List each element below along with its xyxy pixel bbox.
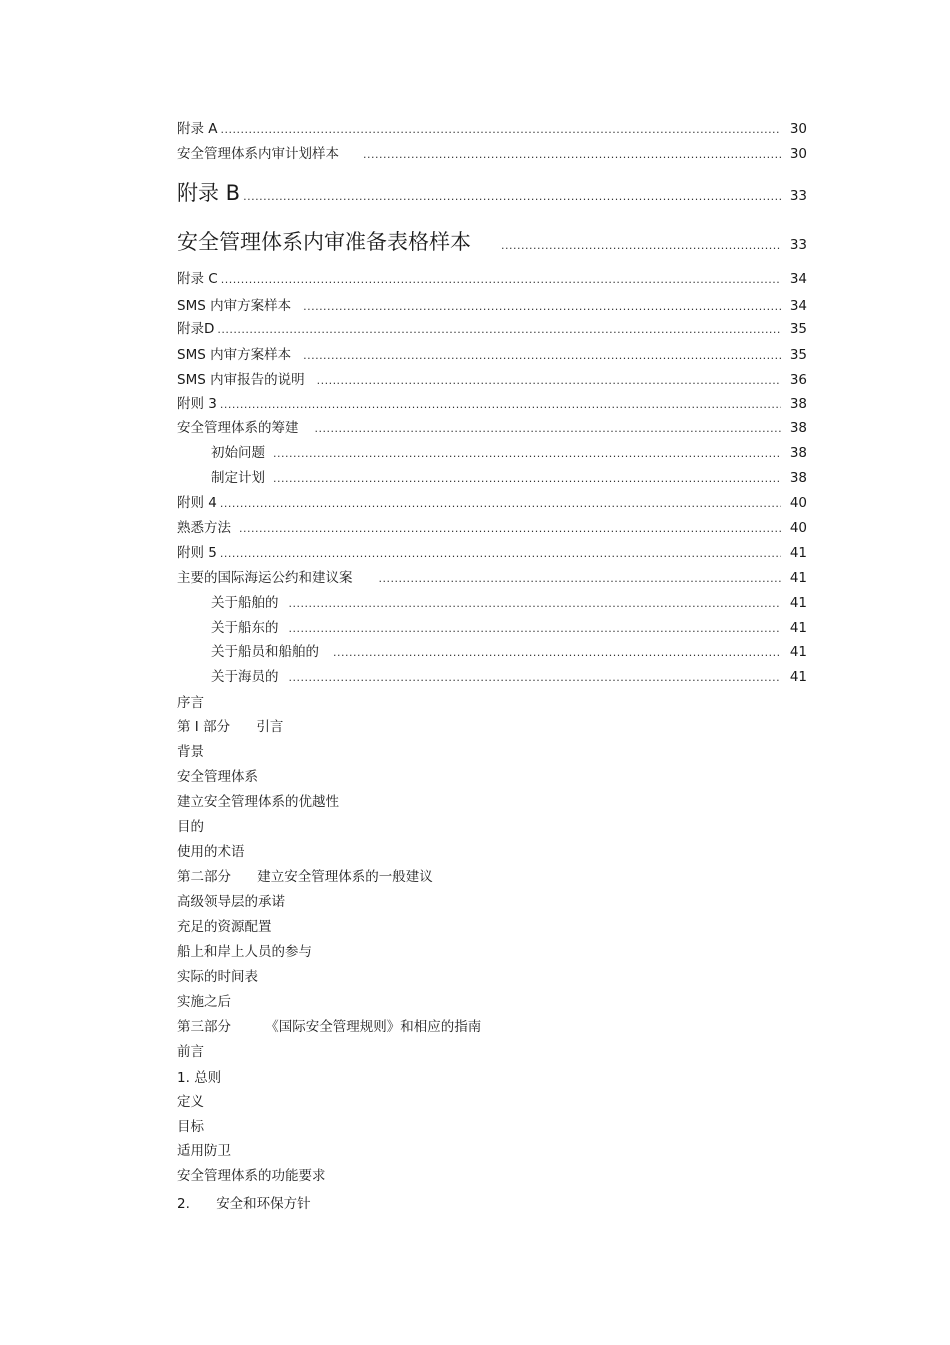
toc-entry[interactable]: [177, 270, 807, 289]
outline-text: 安全和环保方针: [216, 1196, 311, 1212]
dot-leader: [273, 470, 781, 488]
toc-entry-title: 关于船员和船舶的: [211, 644, 319, 660]
outline-text: 适用防卫: [177, 1143, 231, 1159]
toc-entry-title: SMS 内审方案样本: [177, 347, 292, 363]
toc-subentry[interactable]: [211, 619, 807, 638]
dot-leader: [220, 545, 781, 563]
toc-entry[interactable]: [177, 346, 807, 365]
toc-entry-title: 熟悉方法: [177, 520, 231, 536]
outline-prefix: 第 I 部分: [177, 719, 231, 735]
dot-leader: [217, 321, 781, 339]
toc-entry[interactable]: [177, 544, 807, 563]
toc-entry[interactable]: [177, 395, 807, 414]
outline-text: 实际的时间表: [177, 969, 258, 985]
dot-leader: [239, 520, 781, 538]
outline-line: [177, 843, 245, 861]
dot-leader: [363, 146, 781, 164]
toc-entry-title: 附录 C: [177, 271, 218, 287]
toc-entry-title: 安全管理体系内审准备表格样本: [177, 230, 471, 254]
toc-entry-page: 41: [789, 620, 807, 636]
outline-text: 总则: [194, 1070, 222, 1086]
toc-entry-page: 34: [789, 298, 807, 314]
toc-entry-title: 关于船东的: [211, 620, 279, 636]
outline-text: 目标: [177, 1119, 204, 1135]
toc-entry-page: 41: [789, 595, 807, 611]
outline-line: [177, 818, 204, 836]
outline-line: [177, 718, 283, 736]
outline-line: [177, 993, 231, 1011]
outline-text: 定义: [177, 1094, 204, 1110]
toc-entry-page: 38: [789, 420, 807, 436]
dot-leader: [289, 595, 782, 613]
toc-entry-title: 附则 5: [177, 545, 217, 561]
outline-line: [177, 694, 204, 712]
dot-leader: [333, 644, 781, 662]
dot-leader: [220, 396, 781, 414]
outline-text: 使用的术语: [177, 844, 245, 860]
toc-entry-title: 附录 B: [177, 181, 241, 205]
dot-leader: [243, 184, 781, 210]
toc-entry[interactable]: [177, 371, 807, 390]
outline-line: [177, 1142, 231, 1160]
outline-text: 引言: [256, 719, 284, 735]
toc-entry-title: 附录D: [177, 321, 215, 337]
outline-line: [177, 1069, 221, 1087]
toc-entry-page: 35: [789, 321, 807, 337]
outline-line: [177, 918, 272, 936]
toc-entry-page: 38: [789, 445, 807, 461]
dot-leader: [220, 495, 781, 513]
dot-leader: [303, 298, 781, 316]
dot-leader: [303, 347, 781, 365]
toc-entry-title: 关于船舶的: [211, 595, 279, 611]
toc-entry-page: 35: [789, 347, 807, 363]
outline-text: 目的: [177, 819, 204, 835]
toc-entry-page: 36: [789, 372, 807, 388]
dot-leader: [273, 445, 781, 463]
toc-entry-title: 附则 4: [177, 495, 217, 511]
dot-leader: [289, 669, 782, 687]
outline-line: [177, 1118, 204, 1136]
toc-entry-page: 41: [789, 545, 807, 561]
outline-text: 船上和岸上人员的参与: [177, 944, 312, 960]
outline-text: 前言: [177, 1044, 204, 1060]
outline-line: [177, 793, 339, 811]
dot-leader: [501, 233, 781, 259]
toc-entry-title: SMS 内审报告的说明: [177, 372, 305, 388]
outline-text: 安全管理体系的功能要求: [177, 1168, 326, 1184]
outline-prefix: 2.: [177, 1196, 190, 1212]
toc-subentry[interactable]: [211, 643, 807, 662]
toc-entry-major[interactable]: [177, 180, 807, 210]
toc-entry-page: 41: [789, 669, 807, 685]
outline-text: 《国际安全管理规则》和相应的指南: [265, 1019, 482, 1035]
toc-entry-page: 38: [789, 470, 807, 486]
toc-entry-title: 安全管理体系的筹建: [177, 420, 299, 436]
toc-entry-title: SMS 内审方案样本: [177, 298, 292, 314]
outline-text: 序言: [177, 695, 204, 711]
dot-leader: [317, 372, 781, 390]
toc-entry-page: 33: [789, 237, 807, 253]
toc-entry[interactable]: [177, 320, 807, 339]
outline-line: [177, 968, 258, 986]
toc-entry-title: 主要的国际海运公约和建议案: [177, 570, 353, 586]
outline-line: [177, 943, 312, 961]
outline-text: 充足的资源配置: [177, 919, 272, 935]
dot-leader: [379, 570, 782, 588]
outline-line: [177, 768, 258, 786]
outline-text: 实施之后: [177, 994, 231, 1010]
outline-text: 建立安全管理体系的优越性: [177, 794, 339, 810]
toc-entry[interactable]: [177, 297, 807, 316]
toc-entry-page: 30: [789, 121, 807, 137]
toc-entry-page: 33: [789, 188, 807, 204]
outline-prefix: 第二部分: [177, 869, 231, 885]
toc-entry[interactable]: [177, 419, 807, 438]
toc-entry-page: 30: [789, 146, 807, 162]
toc-entry-title: 初始问题: [211, 445, 265, 461]
toc-entry[interactable]: [177, 519, 807, 538]
outline-line: [177, 1093, 204, 1111]
toc-entry-title: 关于海员的: [211, 669, 279, 685]
outline-prefix: 1.: [177, 1070, 190, 1086]
toc-subentry[interactable]: [211, 444, 807, 463]
outline-line: [177, 1043, 204, 1061]
toc-entry-page: 38: [789, 396, 807, 412]
outline-line: [177, 1167, 326, 1185]
outline-text: 背景: [177, 744, 204, 760]
toc-entry-title: 附录 A: [177, 121, 218, 137]
toc-entry[interactable]: [177, 120, 807, 139]
toc-entry[interactable]: [177, 145, 807, 164]
toc-entry-page: 40: [789, 520, 807, 536]
toc-entry-title: 附则 3: [177, 396, 217, 412]
outline-line: [177, 893, 285, 911]
outline-text: 高级领导层的承诺: [177, 894, 285, 910]
toc-entry-page: 34: [789, 271, 807, 287]
outline-prefix: 第三部分: [177, 1019, 231, 1035]
outline-text: 建立安全管理体系的一般建议: [257, 869, 433, 885]
dot-leader: [221, 271, 781, 289]
toc-entry-title: 制定计划: [211, 470, 265, 486]
outline-line: [177, 1018, 481, 1036]
toc-subentry[interactable]: [211, 469, 807, 488]
outline-line: [177, 868, 433, 886]
toc-entry-title: 安全管理体系内审计划样本: [177, 146, 339, 162]
toc-entry[interactable]: [177, 569, 807, 588]
toc-subentry[interactable]: [211, 668, 807, 687]
toc-entry-page: 41: [789, 570, 807, 586]
dot-leader: [289, 620, 782, 638]
toc-entry-major[interactable]: [177, 229, 807, 259]
dot-leader: [315, 420, 782, 438]
toc-entry[interactable]: [177, 494, 807, 513]
outline-line: [177, 743, 204, 761]
toc-subentry[interactable]: [211, 594, 807, 613]
toc-entry-page: 40: [789, 495, 807, 511]
toc-entry-page: 41: [789, 644, 807, 660]
outline-line: [177, 1195, 311, 1213]
dot-leader: [221, 121, 781, 139]
outline-text: 安全管理体系: [177, 769, 258, 785]
